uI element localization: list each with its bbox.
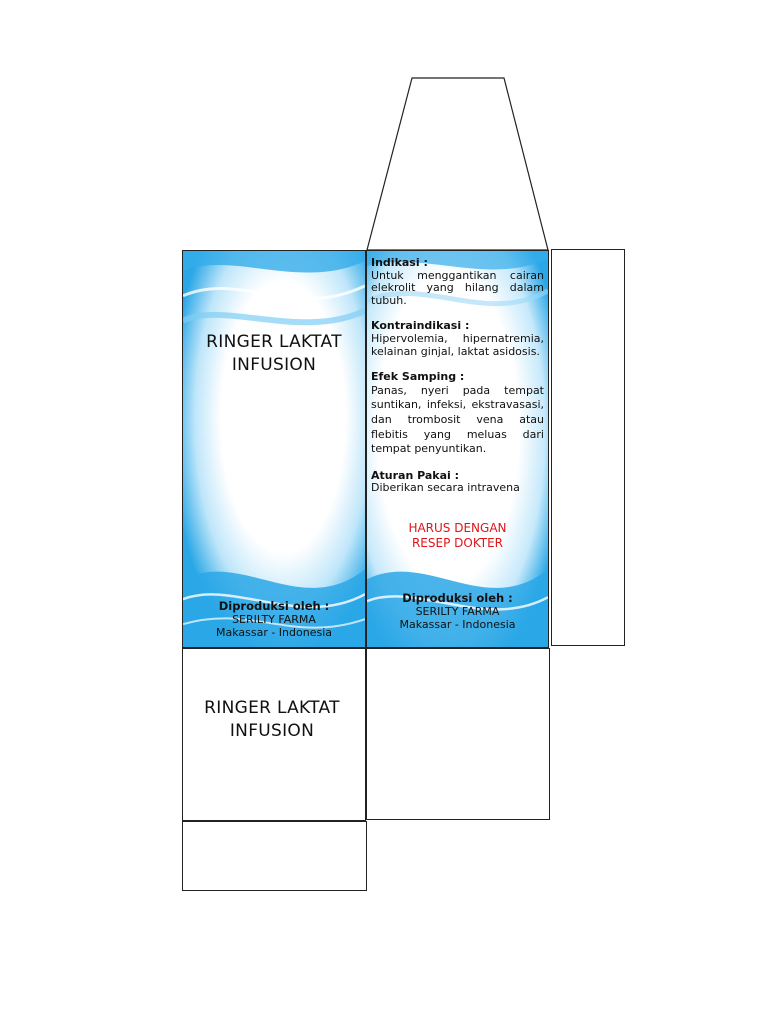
bottom-title [179, 697, 365, 743]
efek-samping-text: Panas, nyeri pada tempat suntikan, infeksi, ekstravasasi, dan trombosit vena atau flebitis yang meluas dari tempat penyuntikan. [371, 383, 544, 456]
bottom-panel [182, 648, 366, 821]
info-text [371, 257, 544, 551]
warning-line1: HARUS DENGAN [408, 520, 507, 535]
efek-samping-label: Efek Samping : [371, 370, 465, 384]
kontraindikasi-text: Hipervolemia, hipernatremia, kelainan ginjal, laktat asidosis. [371, 331, 544, 358]
front-producer-name: SERILTY FARMA [232, 613, 316, 626]
prescription-warning [371, 521, 544, 551]
bottom-flap [182, 821, 367, 891]
bottom-title-line1: RINGER LAKTAT [204, 698, 340, 718]
bottom-title-line2: INFUSION [229, 721, 315, 741]
aturan-pakai-label: Aturan Pakai : [371, 468, 460, 482]
kontraindikasi-label: Kontraindikasi : [371, 319, 470, 333]
info-producer [367, 592, 548, 631]
indikasi-text: Untuk menggantikan cairan elekrolit yang hilang dalam tubuh. [371, 268, 544, 307]
front-title-line2: INFUSION [231, 355, 317, 375]
front-producer [183, 600, 365, 639]
bottom-middle-panel [366, 648, 550, 820]
front-producer-label: Diproduksi oleh : [218, 599, 330, 613]
info-panel [366, 250, 549, 648]
front-panel [182, 250, 366, 648]
side-panel [551, 249, 625, 646]
indikasi-label: Indikasi : [371, 256, 428, 269]
warning-line2: RESEP DOKTER [411, 535, 504, 550]
info-producer-name: SERILTY FARMA [415, 605, 500, 618]
front-title-line1: RINGER LAKTAT [206, 332, 342, 352]
info-producer-city: Makassar - Indonesia [399, 618, 516, 631]
water-background [183, 251, 365, 647]
front-producer-city: Makassar - Indonesia [215, 626, 333, 639]
aturan-pakai-text: Diberikan secara intravena [371, 481, 520, 495]
front-title [183, 331, 365, 377]
info-producer-label: Diproduksi oleh : [402, 591, 513, 605]
